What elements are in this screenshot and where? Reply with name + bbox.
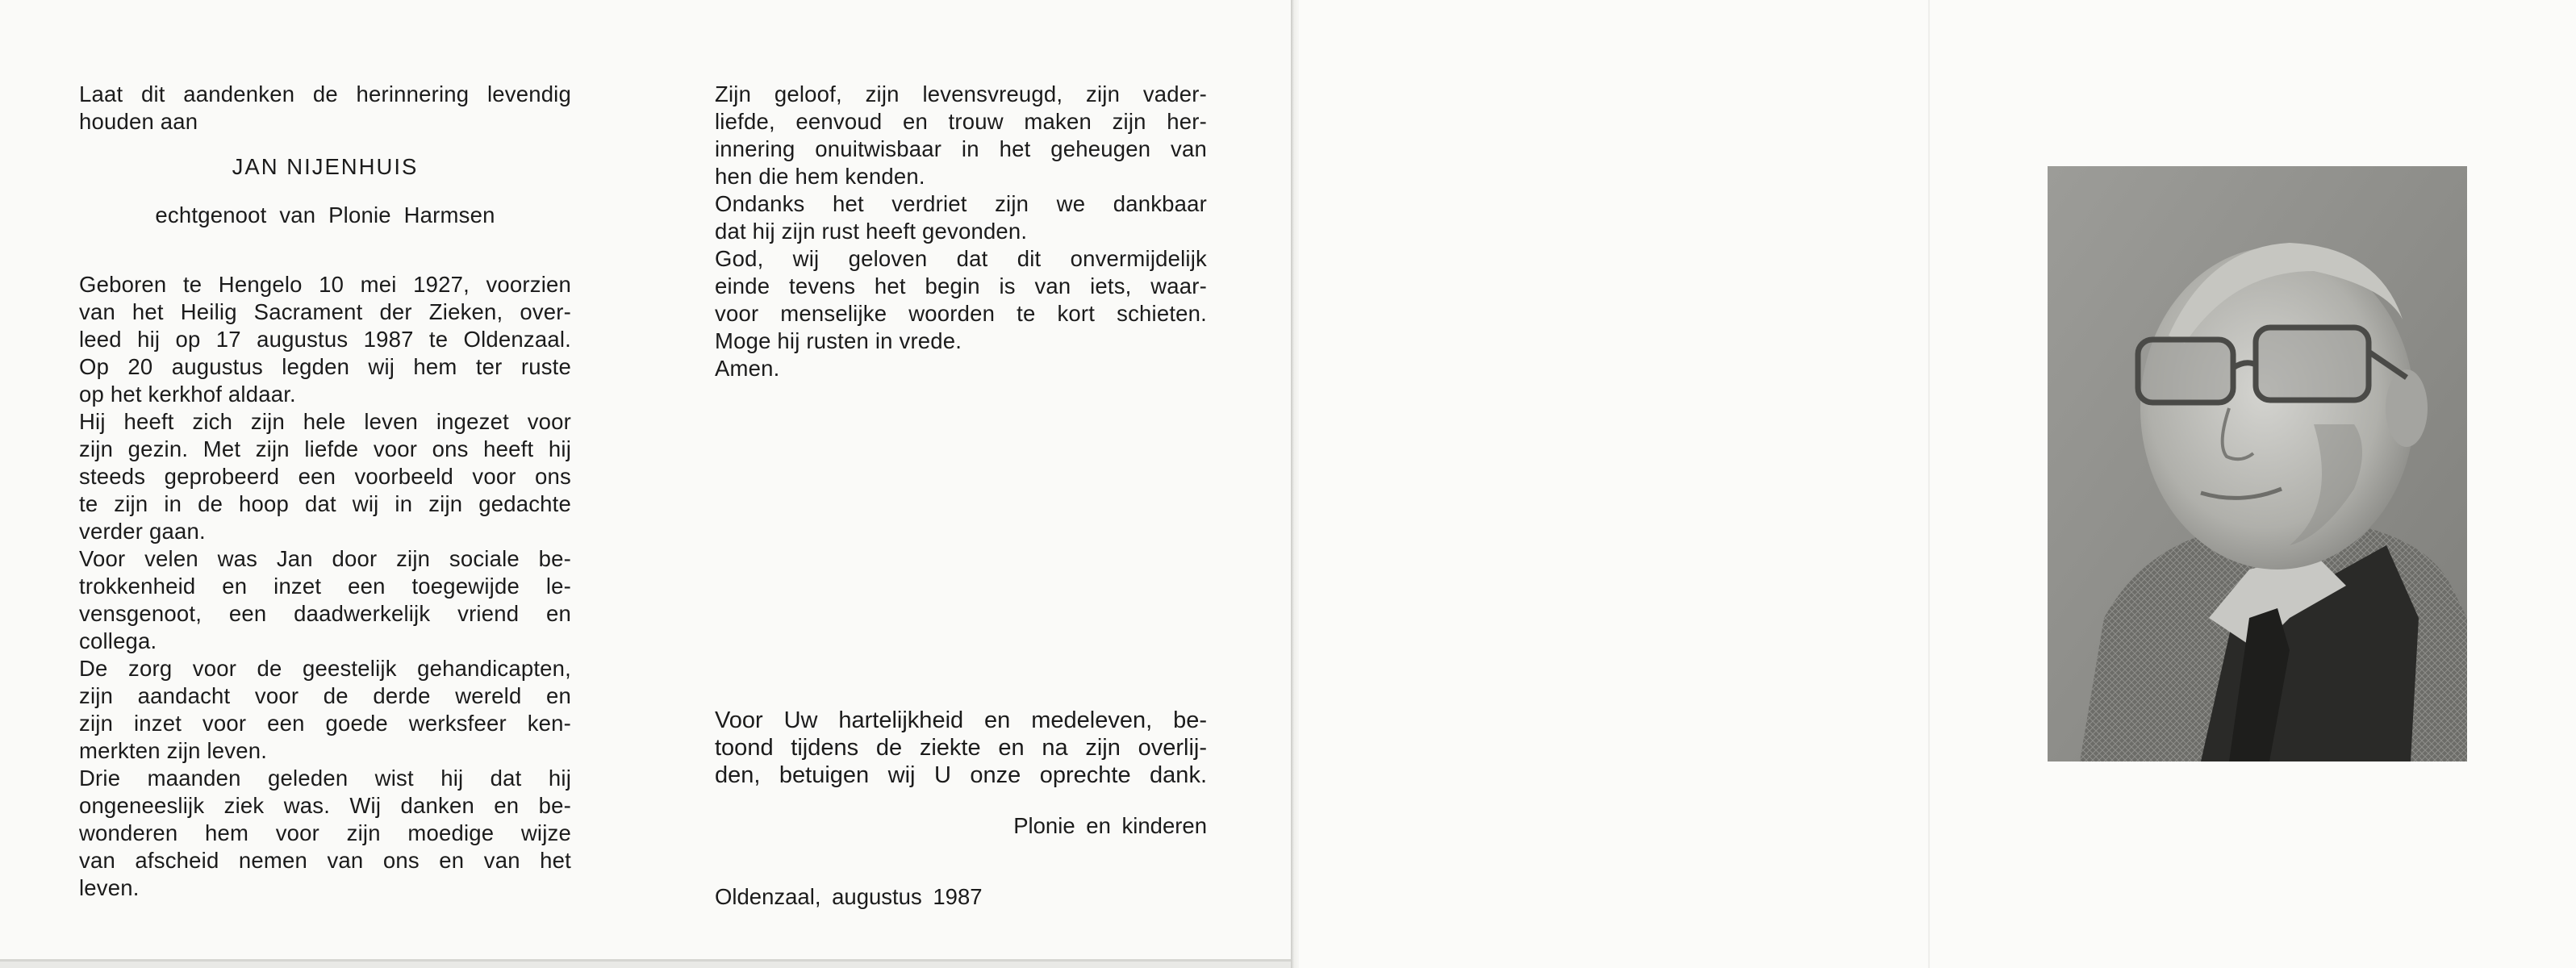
signature: Plonie en kinderen <box>1013 813 1207 838</box>
bio-line: trokkenheid en inzet een toegewijde le- <box>79 574 571 599</box>
thanks-line: den, betuigen wij U onze oprechte dank. <box>715 762 1207 788</box>
bio-line: De zorg voor de geestelijk gehandicapten, <box>79 656 571 681</box>
bio-line: ongeneeslijk ziek was. Wij danken en be- <box>79 793 571 818</box>
spouse-line: echtgenoot van Plonie Harmsen <box>155 202 495 227</box>
bio-line: van afscheid nemen van ons en van het <box>79 848 571 873</box>
bio-line: zijn aandacht voor de derde wereld en <box>79 683 571 708</box>
portrait-image <box>2048 166 2467 761</box>
reflection-line: Amen. <box>715 356 780 381</box>
bio-line: van het Heilig Sacrament der Zieken, over- <box>79 299 571 324</box>
bio-line: zijn gezin. Met zijn liefde voor ons heeft hij <box>79 436 571 461</box>
bio-line: collega. <box>79 628 157 653</box>
intro-line-1: Laat dit aandenken de herinnering levendig <box>79 81 571 106</box>
reflection-line: Moge hij rusten in vrede. <box>715 328 962 353</box>
bio-line: verder gaan. <box>79 519 206 544</box>
reflection-line: einde tevens het begin is van iets, waar- <box>715 273 1207 298</box>
bio-line: te zijn in de hoop dat wij in zijn gedachte <box>79 491 571 516</box>
portrait-photo <box>2048 166 2467 761</box>
head <box>2140 247 2415 570</box>
bio-line: Geboren te Hengelo 10 mei 1927, voorzien <box>79 272 571 297</box>
bio-line: wonderen hem voor zijn moedige wijze <box>79 820 571 845</box>
left-text-column <box>79 81 571 902</box>
bio-line: zijn inzet voor een goede werksfeer ken- <box>79 711 571 736</box>
reflection-line: hen die hem kenden. <box>715 164 925 189</box>
bio-line: merkten zijn leven. <box>79 738 268 763</box>
bio-line: vensgenoot, een daadwerkelijk vriend en <box>79 601 571 626</box>
reflection-line: liefde, eenvoud en trouw maken zijn her- <box>715 109 1207 134</box>
right-text-column <box>715 81 1207 382</box>
reflection-line: Ondanks het verdriet zijn we dankbaar <box>715 191 1207 216</box>
card-fold <box>1291 0 1299 968</box>
thanks-message <box>715 707 1207 789</box>
biography <box>79 271 571 902</box>
reflection-line: dat hij zijn rust heeft gevonden. <box>715 219 1028 244</box>
cover-fold-crease <box>1928 0 1930 968</box>
bio-line: Voor velen was Jan door zijn sociale be- <box>79 546 571 571</box>
reflection-line: God, wij geloven dat dit onvermijdelijk <box>715 246 1207 271</box>
reflection-line: Zijn geloof, zijn levensvreugd, zijn vader- <box>715 81 1207 106</box>
bio-line: Drie maanden geleden wist hij dat hij <box>79 766 571 791</box>
bio-line: Op 20 augustus legden wij hem ter ruste <box>79 354 571 379</box>
intro-line-2: houden aan <box>79 109 198 134</box>
thanks-line: Voor Uw hartelijkheid en medeleven, be- <box>715 707 1207 733</box>
thanks-line: toond tijdens de ziekte en na zijn overlij- <box>715 735 1207 761</box>
reflection-line: voor menselijke woorden te kort schieten. <box>715 301 1207 326</box>
reflection-line: innering onuitwisbaar in het geheugen van <box>715 136 1207 161</box>
bio-line: Hij heeft zich zijn hele leven ingezet voor <box>79 409 571 434</box>
bio-line: op het kerkhof aldaar. <box>79 382 296 407</box>
bio-line: leed hij op 17 augustus 1987 te Oldenzaal. <box>79 327 571 352</box>
glasses <box>2138 328 2407 403</box>
bio-line: steeds geprobeerd een voorbeeld voor ons <box>79 464 571 489</box>
bio-line: leven. <box>79 875 140 900</box>
spacer <box>79 229 571 271</box>
deceased-name: JAN NIJENHUIS <box>232 154 419 179</box>
place-date: Oldenzaal, augustus 1987 <box>715 884 983 909</box>
